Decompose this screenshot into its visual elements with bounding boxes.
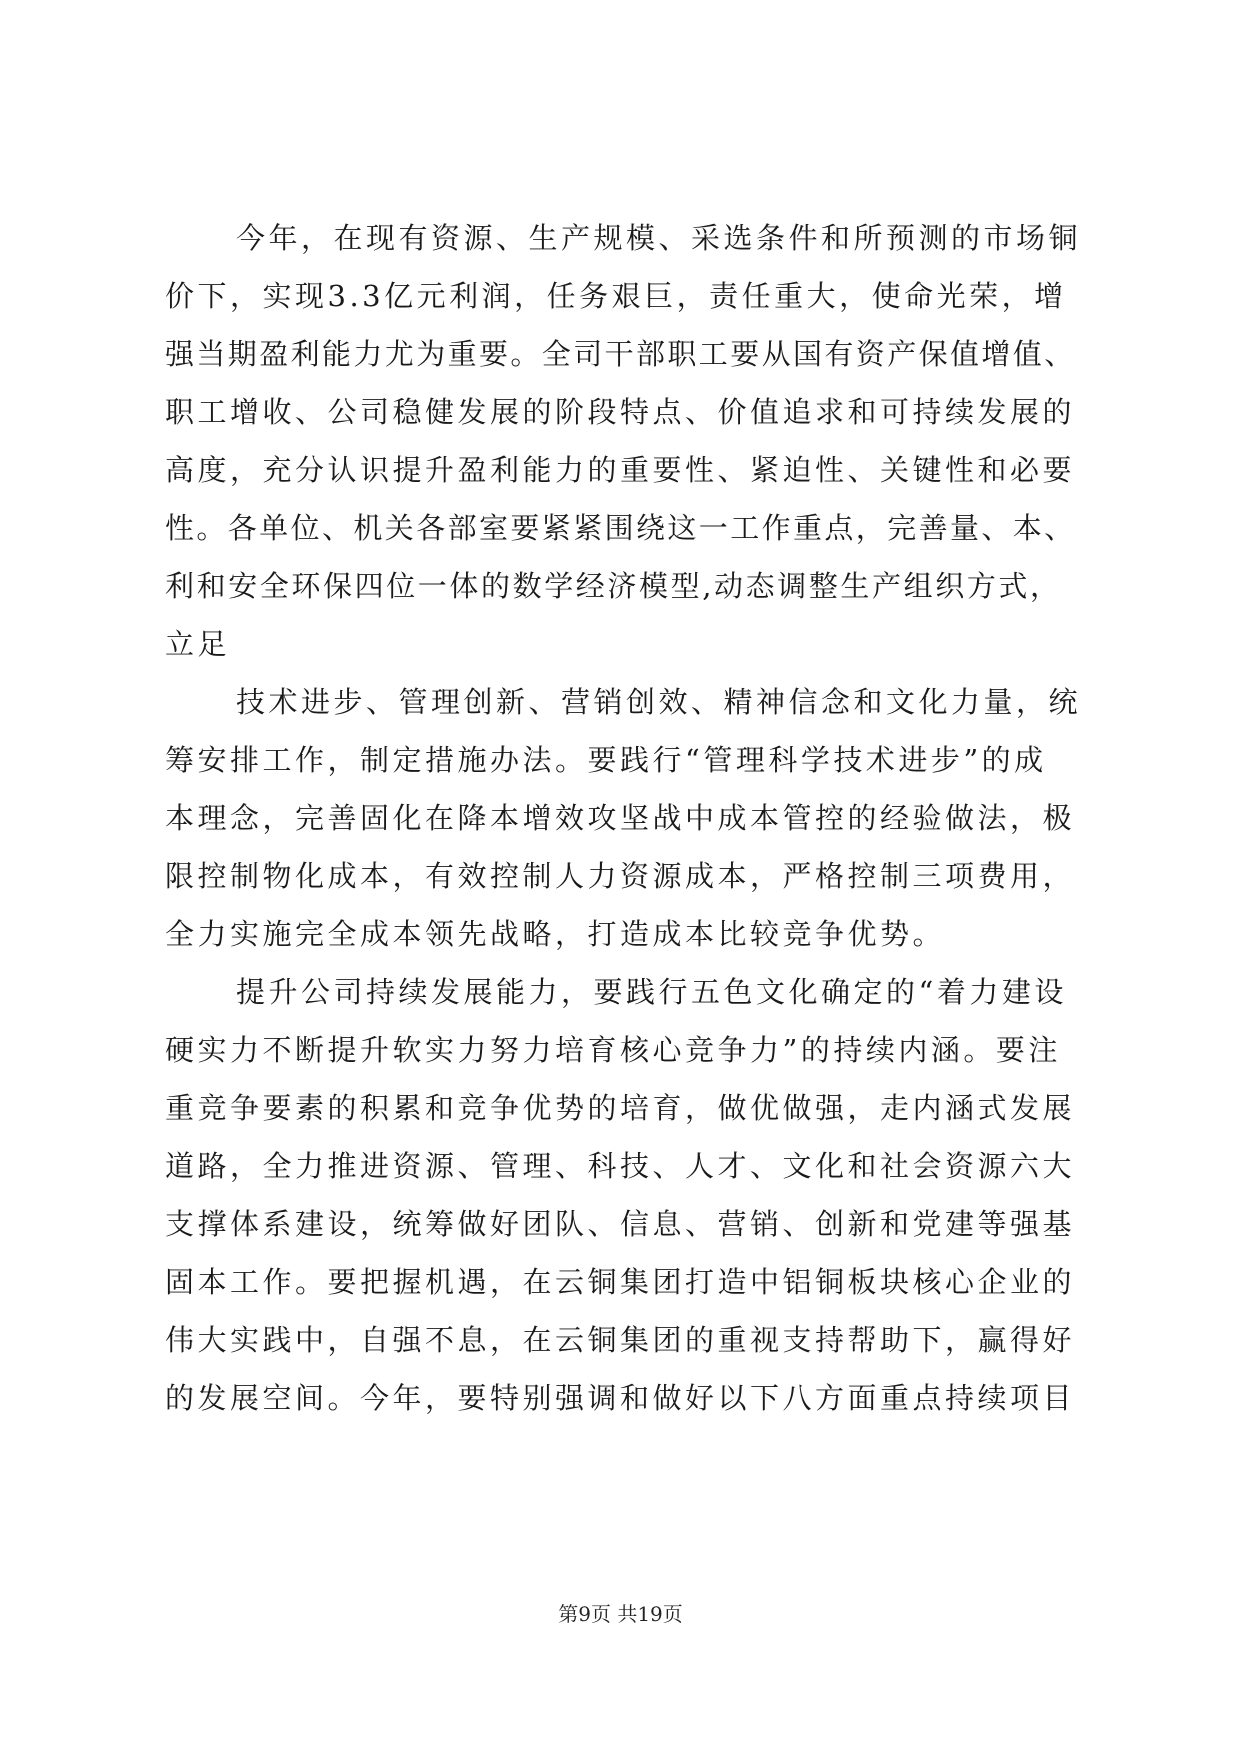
text-line: 技术进步、管理创新、营销创效、精神信念和文化力量，统 <box>236 685 1082 719</box>
text-line: 重竞争要素的积累和竞争优势的培育，做优做强，走内涵式发展 <box>165 1091 1076 1125</box>
text-line: 利和安全环保四位一体的数学经济模型,动态调整生产组织方式， <box>165 569 1062 603</box>
text-line: 强当期盈利能力尤为重要。全司干部职工要从国有资产保值增值、 <box>165 337 1076 371</box>
text-line: 性。各单位、机关各部室要紧紧围绕这一工作重点，完善量、本、 <box>165 511 1076 545</box>
text-line: 的发展空间。今年，要特别强调和做好以下八方面重点持续项目 <box>165 1381 1076 1415</box>
text-line: 硬实力不断提升软实力努力培育核心竞争力”的持续内涵。要注 <box>165 1033 1061 1067</box>
text-line: 今年，在现有资源、生产规模、采选条件和所预测的市场铜 <box>236 221 1082 255</box>
text-line: 筹安排工作，制定措施办法。要践行“管理科学技术进步”的成 <box>165 743 1047 777</box>
text-line: 全力实施完全成本领先战略，打造成本比较竞争优势。 <box>165 917 946 951</box>
text-line: 立足 <box>165 627 231 661</box>
text-line: 职工增收、公司稳健发展的阶段特点、价值追求和可持续发展的 <box>165 395 1076 429</box>
text-line: 提升公司持续发展能力，要践行五色文化确定的“着力建设 <box>236 975 1067 1009</box>
text-line: 道路，全力推进资源、管理、科技、人才、文化和社会资源六大 <box>165 1149 1076 1183</box>
text-line: 高度，充分认识提升盈利能力的重要性、紧迫性、关键性和必要 <box>165 453 1076 487</box>
text-line: 价下，实现3.3亿元利润，任务艰巨，责任重大，使命光荣，增 <box>165 279 1067 313</box>
text-line: 支撑体系建设，统筹做好团队、信息、营销、创新和党建等强基 <box>165 1207 1076 1241</box>
text-line: 限控制物化成本，有效控制人力资源成本，严格控制三项费用， <box>165 859 1076 893</box>
text-line: 本理念，完善固化在降本增效攻坚战中成本管控的经验做法，极 <box>165 801 1076 835</box>
text-line: 固本工作。要把握机遇，在云铜集团打造中铝铜板块核心企业的 <box>165 1265 1076 1299</box>
text-line: 伟大实践中，自强不息，在云铜集团的重视支持帮助下，赢得好 <box>165 1323 1076 1357</box>
page-number-footer: 第9页 共19页 <box>558 1602 683 1626</box>
